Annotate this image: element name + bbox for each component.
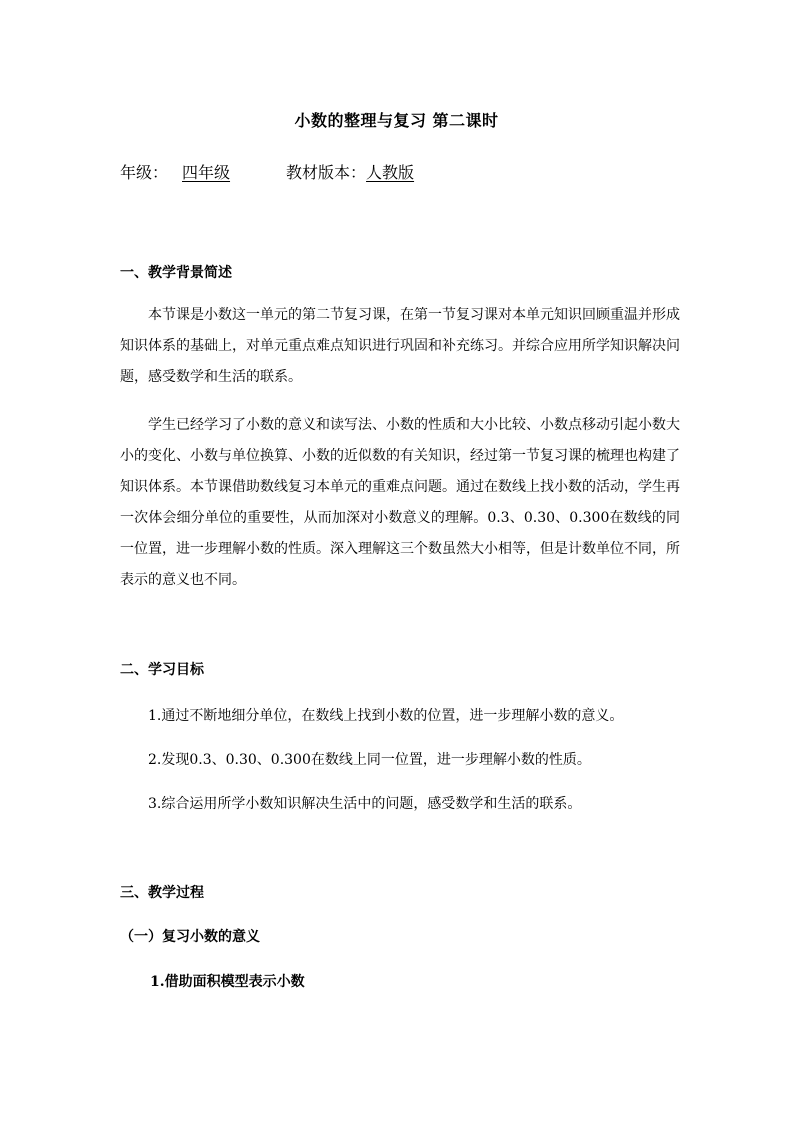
section-heading-process: 三、教学过程 <box>120 885 204 901</box>
subsubsection-heading: 1.借助面积模型表示小数 <box>150 974 305 990</box>
page-title: 小数的整理与复习 第二课时 <box>294 111 499 130</box>
goal-item-3: 3.综合运用所学小数知识解决生活中的问题，感受数学和生活的联系。 <box>148 796 582 812</box>
section-heading-goals: 二、学习目标 <box>120 662 204 678</box>
meta-line <box>120 160 414 183</box>
goal-item-2: 2.发现0.3、0.30、0.300在数线上同一位置，进一步理解小数的性质。 <box>148 752 591 768</box>
goal-item-1: 1.通过不断地细分单位，在数线上找到小数的位置，进一步理解小数的意义。 <box>148 708 624 724</box>
background-paragraph-1: 本节课是小数这一单元的第二节复习课，在第一节复习课对本单元知识回顾重温并形成知识体系的基础上，对单元重点难点知识进行巩固和补充练习。并综合应用所学知识解决问题，感受数学和生活的联系。 <box>120 307 680 385</box>
background-paragraph-2: 学生已经学习了小数的意义和读写法、小数的性质和大小比较、小数点移动引起小数大小的变化、小数与单位换算、小数的近似数的有关知识，经过第一节复习课的梳理也构建了知识体系。本节课借助数线复习本单元的重难点问题。通过在数线上找小数的活动，学生再一次体会细分单位的重要性，从而加深对小数意义的理解。0.3、0.30、0.300在数线的同一位置，进一步理解小数的性质。深入理解这三个数虽然大小相等，但是计数单位不同，所表示的意义也不同。 <box>120 417 680 588</box>
subsection-heading: （一）复习小数的意义 <box>120 929 260 945</box>
edition-value: 人教版 <box>366 163 415 182</box>
section-heading-background: 一、教学背景简述 <box>120 265 232 281</box>
grade-label: 年级： <box>120 163 169 182</box>
grade-value: 四年级 <box>182 163 231 182</box>
edition-label: 教材版本： <box>286 163 367 182</box>
